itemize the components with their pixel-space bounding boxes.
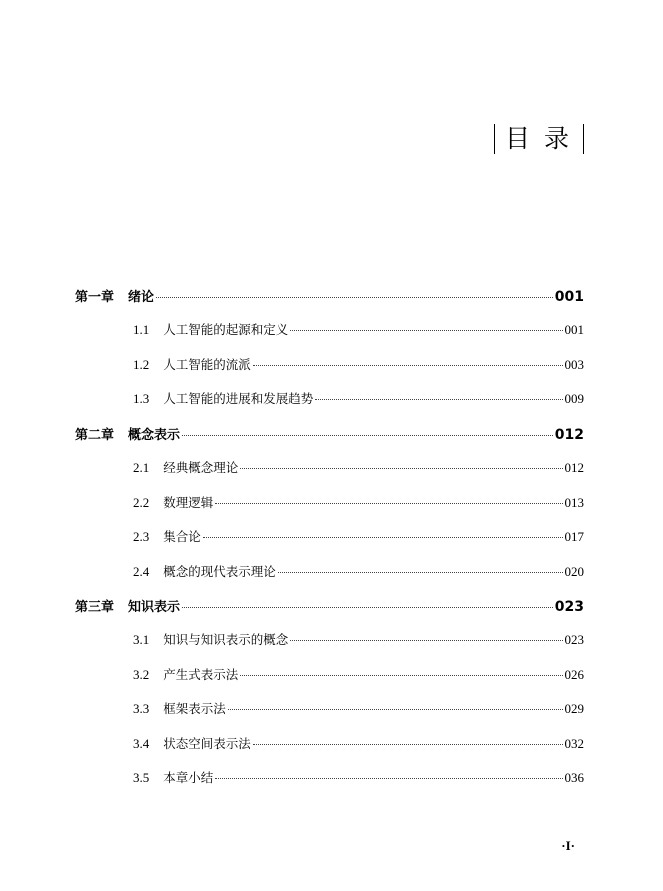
leader-dots — [215, 778, 562, 779]
chapter-title: 知识表示 — [128, 600, 181, 615]
leader-dots — [253, 365, 563, 366]
leader-dots — [203, 537, 563, 538]
toc-chapter-entry[interactable] — [0, 286, 663, 305]
section-title: 概念的现代表示理论 — [163, 563, 276, 579]
section-number: 2.1 — [133, 460, 150, 475]
section-title: 产生式表示法 — [163, 666, 239, 682]
toc-chapter-entry[interactable] — [0, 596, 663, 615]
toc-section-entry[interactable] — [0, 355, 663, 373]
leader-dots — [228, 709, 563, 710]
leader-dots — [215, 503, 562, 504]
leader-dots — [290, 640, 562, 641]
toc-section-entry[interactable] — [0, 699, 663, 717]
section-title: 人工智能的进展和发展趋势 — [163, 391, 314, 406]
leader-dots — [240, 468, 562, 469]
chapter-title: 概念表示 — [128, 428, 181, 443]
section-number: 1.3 — [133, 391, 150, 406]
toc-section-entry[interactable] — [0, 458, 663, 476]
section-title: 知识与知识表示的概念 — [163, 632, 289, 647]
leader-dots — [156, 297, 553, 298]
section-title: 数理逻辑 — [163, 494, 214, 510]
leader-dots — [290, 330, 562, 331]
chapter-page: 012 — [554, 427, 584, 443]
section-title: 本章小结 — [163, 770, 214, 785]
section-page: 023 — [564, 632, 584, 647]
leader-dots — [315, 399, 562, 400]
section-number: 2.3 — [133, 529, 150, 544]
toc-section-entry[interactable] — [0, 734, 663, 752]
section-page: 009 — [564, 391, 584, 406]
section-number: 3.1 — [133, 632, 150, 647]
section-number: 3.2 — [133, 666, 150, 682]
toc-section-entry[interactable] — [0, 630, 663, 648]
section-title: 人工智能的起源和定义 — [163, 322, 289, 337]
section-number: 2.4 — [133, 563, 150, 579]
section-page: 020 — [564, 563, 584, 579]
section-title: 集合论 — [163, 529, 201, 544]
page-number: ·I· — [561, 838, 575, 853]
section-page: 029 — [564, 701, 584, 716]
leader-dots — [182, 607, 553, 608]
section-page: 032 — [564, 735, 584, 751]
leader-dots — [182, 435, 553, 436]
toc-section-entry[interactable] — [0, 768, 663, 786]
section-page: 017 — [564, 529, 584, 544]
section-page: 003 — [564, 356, 584, 372]
section-page: 001 — [564, 322, 584, 337]
section-page: 036 — [564, 770, 584, 785]
chapter-number: 第三章 — [75, 600, 115, 615]
leader-dots — [253, 744, 563, 745]
leader-dots — [240, 675, 562, 676]
toc-section-entry[interactable] — [0, 527, 663, 545]
toc-section-entry[interactable] — [0, 493, 663, 511]
section-page: 013 — [564, 494, 584, 510]
chapter-number: 第一章 — [75, 290, 115, 305]
section-number: 3.4 — [133, 735, 150, 751]
section-number: 2.2 — [133, 494, 150, 510]
section-number: 1.2 — [133, 356, 150, 372]
section-title: 经典概念理论 — [163, 460, 239, 475]
toc-section-entry[interactable] — [0, 320, 663, 338]
toc-section-entry[interactable] — [0, 562, 663, 580]
section-number: 3.5 — [133, 770, 150, 785]
chapter-page: 001 — [554, 289, 584, 305]
section-title: 状态空间表示法 — [163, 735, 251, 751]
chapter-title: 绪论 — [128, 290, 155, 305]
chapter-number: 第二章 — [75, 428, 115, 443]
section-title: 人工智能的流派 — [163, 356, 251, 372]
leader-dots — [278, 572, 563, 573]
section-title: 框架表示法 — [163, 701, 226, 716]
section-page: 026 — [564, 666, 584, 682]
section-number: 1.1 — [133, 322, 150, 337]
section-number: 3.3 — [133, 701, 150, 716]
page-title: 目录 — [504, 124, 583, 153]
toc-section-entry[interactable] — [0, 665, 663, 683]
toc-section-entry[interactable] — [0, 389, 663, 407]
section-page: 012 — [564, 460, 584, 475]
chapter-page: 023 — [554, 599, 584, 615]
toc-chapter-entry[interactable] — [0, 424, 663, 443]
